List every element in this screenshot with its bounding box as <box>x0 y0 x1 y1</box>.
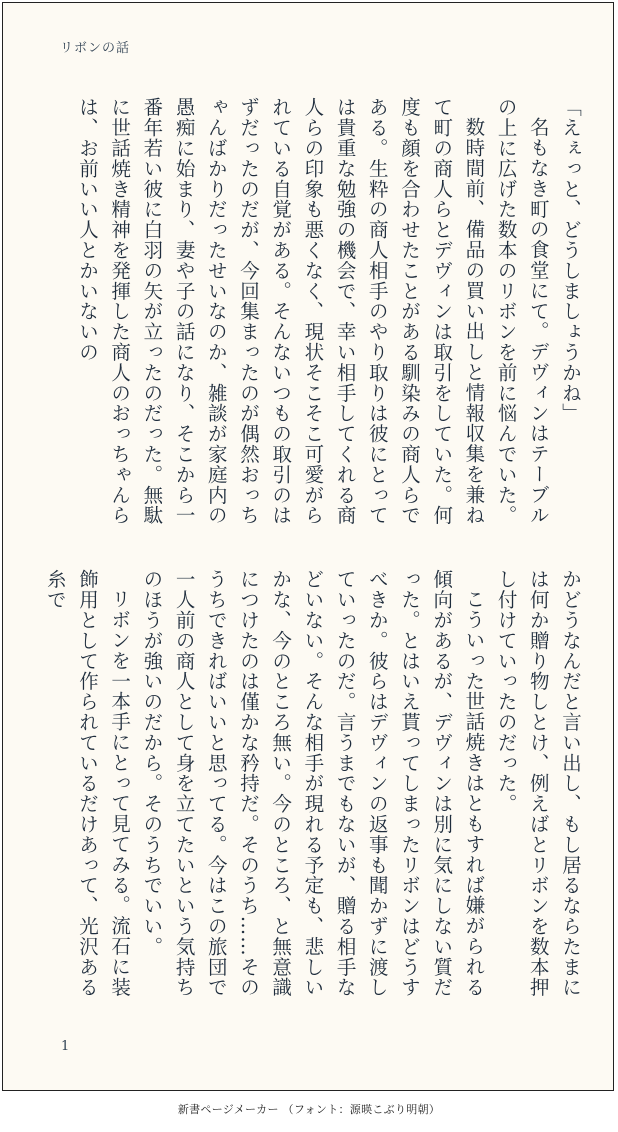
book-page <box>2 2 614 1091</box>
running-header-title: リボンの話 <box>60 41 131 56</box>
paragraph: こういった世話焼きはともすれば嫌がられる傾向があるが、デヴィンは別に気にしない質だった。とはいえ貰ってしまったリボンはどうすべきか。彼らはデヴィンの返事も聞かずに渡していったのだ。言うまでもないが、贈る相手などいない。そんな相手が現れる予定も、悲しいかな、今のところ無い。今のところ、と無意識につけたのは僅かな矜持だ。そのうち……そのうちできればいいと思ってる。今はこの旅団で一人前の商人として身を立てたいという気持ちのほうが強いのだから。そのうちでいい。 <box>140 569 486 998</box>
paragraph: 数時間前、備品の買い出しと情報収集を兼ねて町の商人らとデヴィンは取引をしていた。何度も顔を合わせたことがある馴染みの商人らである。生粋の商人相手のやり取りは彼にとっては貴重な勉強の機会で、幸い相手してくれる商人らの印象も悪くなく、現状そこそこ可愛がられている自覚がある。そんないつもの取引のはずだったのだが、今回集まったのが偶然おっちゃんばかりだったせいなのか、雑談が家庭内の愚痴に始まり、妻や子の話になり、そこから一番年若い彼に白羽の矢が立ったのだった。無駄に世話焼き精神を発揮した商人のおっちゃんらは、お前いい人とかいないの <box>75 97 486 526</box>
paragraph: かどうなんだと言い出し、もし居るならたまには何か贈り物しとけ、例えばとリボンを数本押し付けていったのだった。 <box>494 569 582 998</box>
footer-caption: 新書ページメーカー （フォント：源暎こぶり明朝） <box>177 1103 441 1116</box>
paragraph: 「えぇっと、どうしましょうかね」 <box>559 97 582 424</box>
upper-text-block <box>26 97 586 527</box>
lower-text-block <box>26 569 586 999</box>
paragraph: リボンを一本手にとって見てみる。流石に装飾用として作られているだけあって、光沢ある糸で <box>43 569 132 998</box>
paragraph: 名もなき町の食堂にて。デヴィンはテーブルの上に広げた数本のリボンを前に悩んでいた。 <box>494 97 550 526</box>
page-number: 1 <box>61 1039 70 1054</box>
